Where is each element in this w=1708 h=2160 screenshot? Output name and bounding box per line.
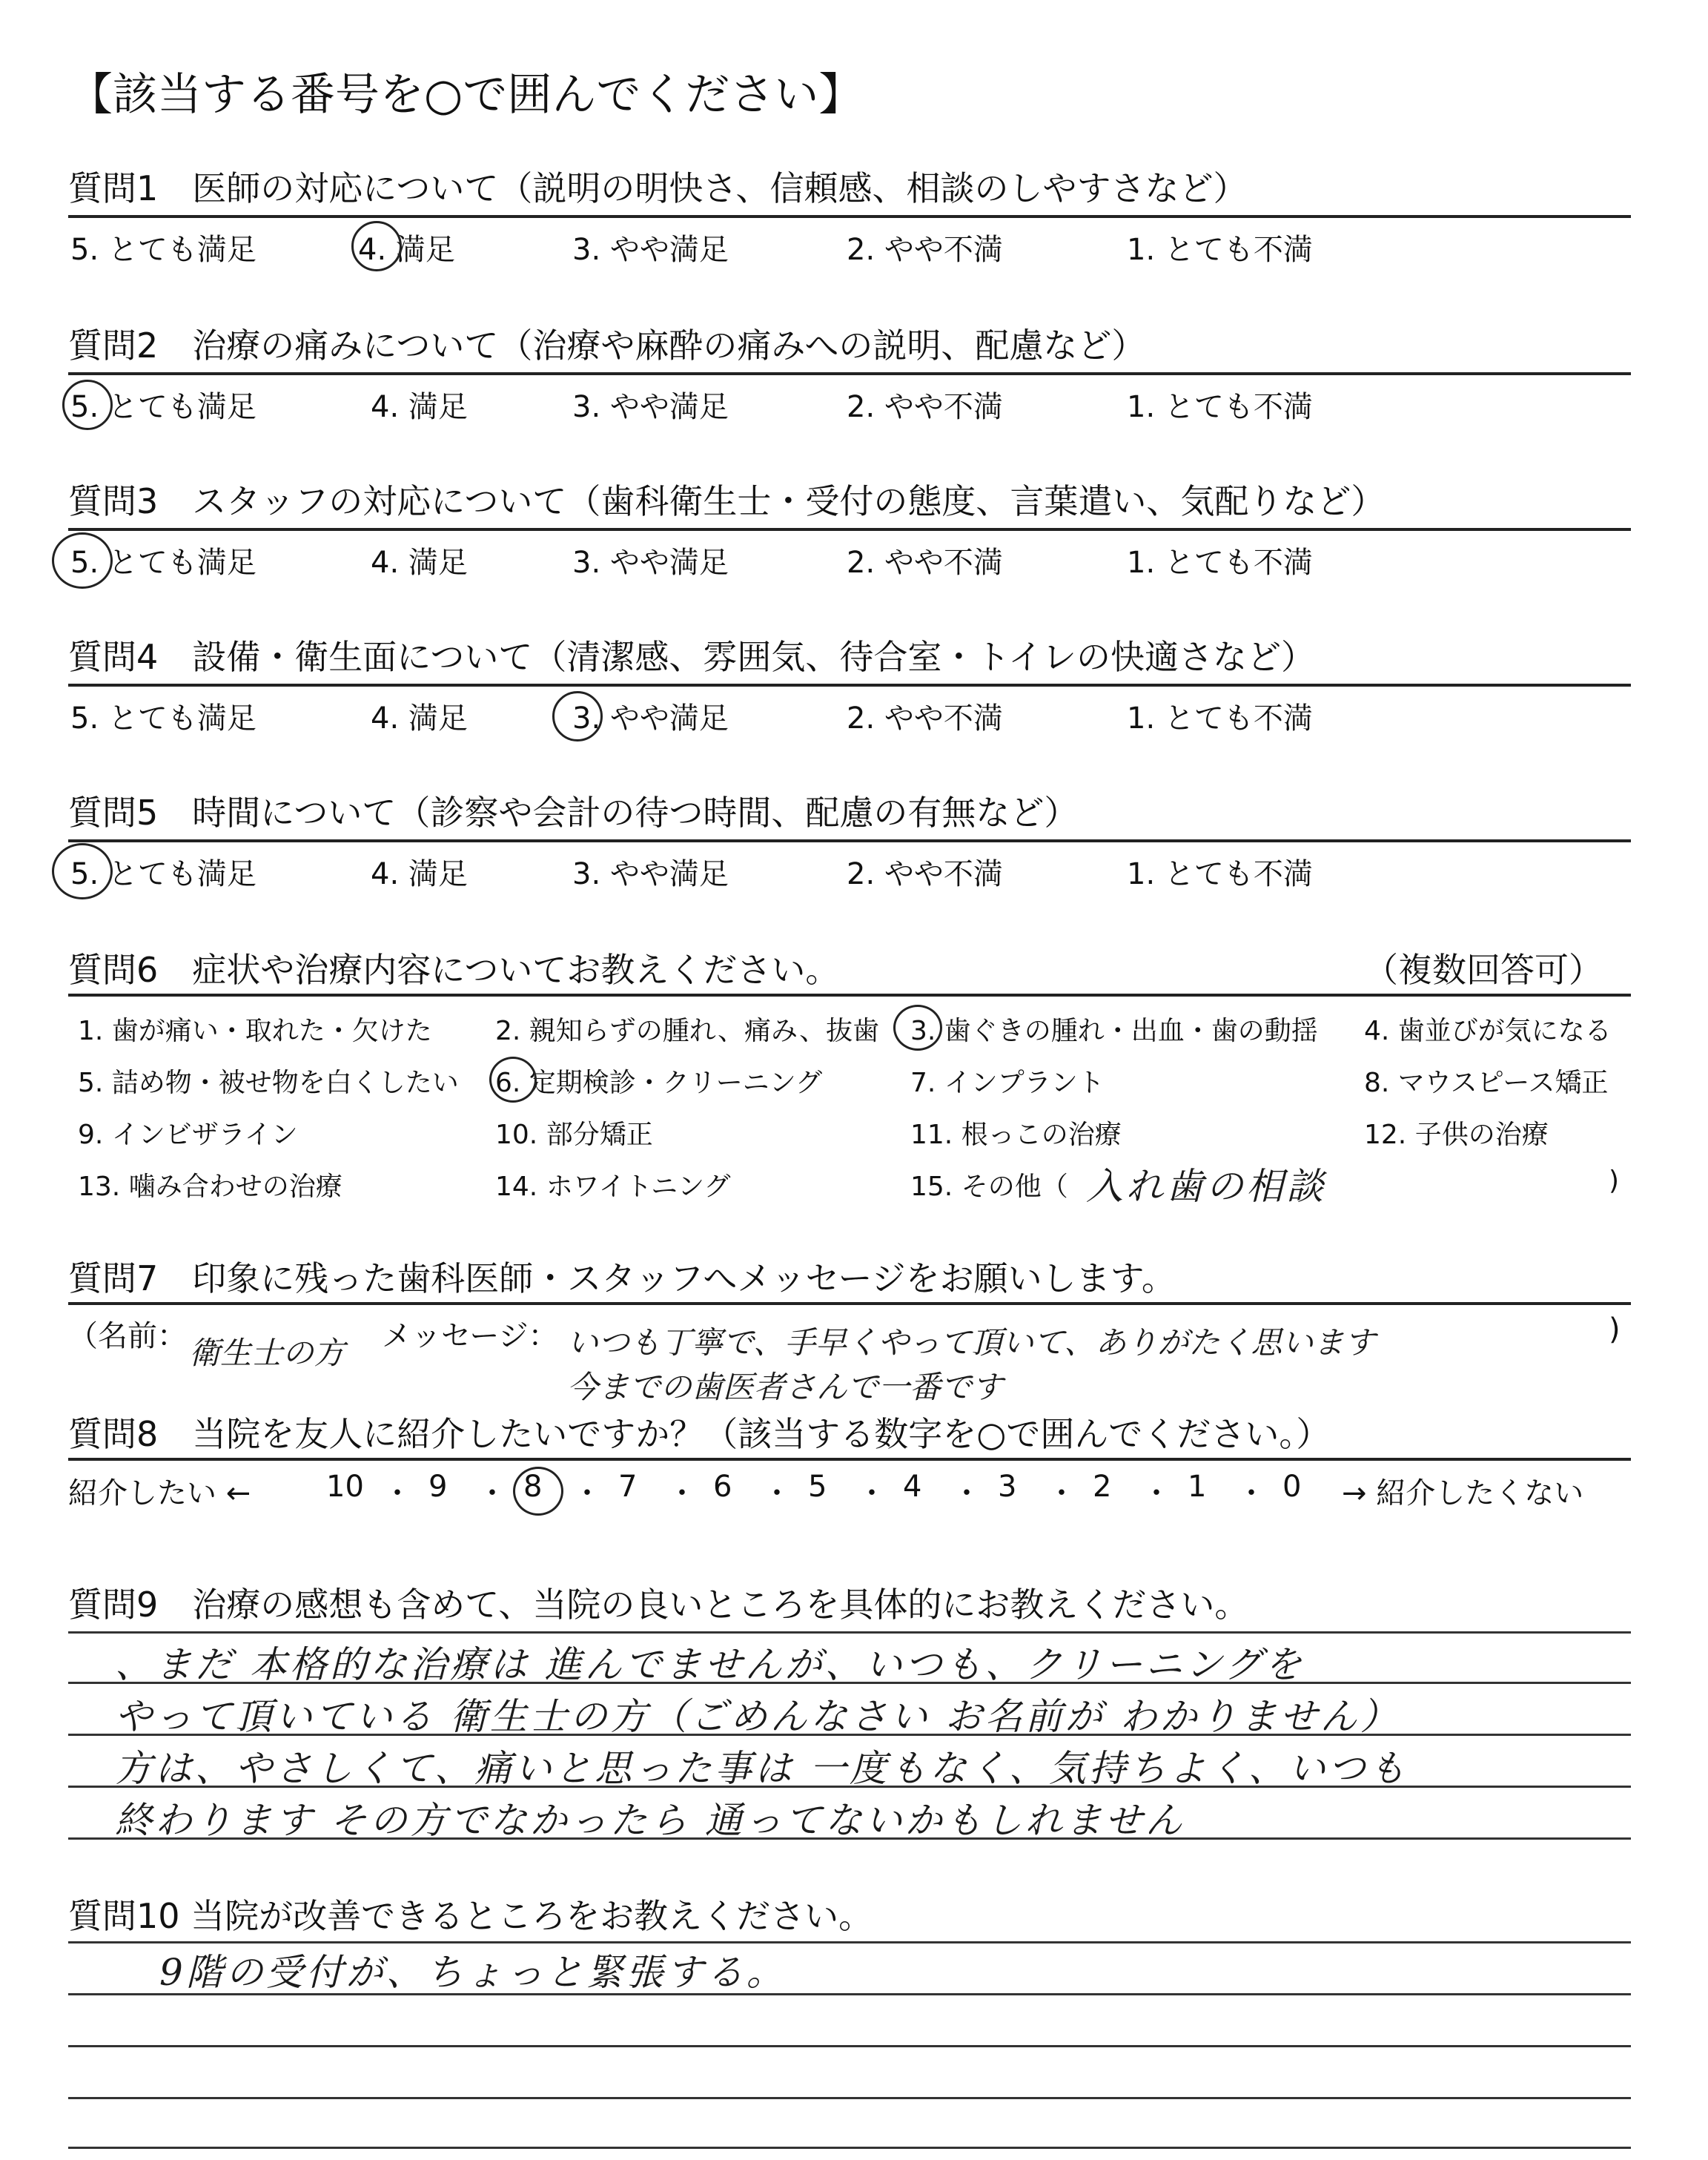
q8-scale-3[interactable]: 3 [998, 1470, 1017, 1504]
q2-option-1[interactable]: 1. とても不満 [1127, 390, 1313, 424]
q2-title: 質問2 治療の痛みについて（治療や麻酔の痛みへの説明、配慮など） [68, 326, 1146, 366]
q9-answer-line-1[interactable]: 、まだ 本格的な治療は 進んでませんが、いつも、クリーニングを [115, 1643, 1305, 1686]
q8-scale-4[interactable]: 4 [903, 1470, 922, 1504]
q8-scale-6[interactable]: 6 [713, 1470, 732, 1504]
q8-scale-separator: ・ [383, 1476, 412, 1510]
q8-scale-9[interactable]: 9 [428, 1470, 448, 1504]
q3-option-1[interactable]: 1. とても不満 [1127, 546, 1313, 580]
q6-option-4[interactable]: 4. 歯並びが気になる [1364, 1016, 1612, 1046]
q8-scale-0[interactable]: 0 [1282, 1470, 1302, 1504]
q8-right-label: → 紹介したくない [1342, 1476, 1584, 1510]
q2-option-2[interactable]: 2. やや不満 [847, 390, 1003, 424]
q5-option-4[interactable]: 4. 満足 [371, 857, 468, 891]
q3-divider [68, 528, 1631, 531]
q6-option-13[interactable]: 13. 噛み合わせの治療 [78, 1172, 342, 1202]
q6-selection-circle-3 [893, 1005, 942, 1051]
q6-option-10[interactable]: 10. 部分矯正 [495, 1120, 653, 1150]
q3-option-5[interactable]: 5. とても満足 [70, 546, 256, 580]
q1-selection-circle [351, 221, 402, 271]
q10-title: 質問10 当院が改善できるところをお教えください。 [68, 1896, 873, 1936]
q4-divider [68, 684, 1631, 687]
q5-option-3[interactable]: 3. やや満足 [572, 857, 729, 891]
q9-line-0 [68, 1631, 1631, 1634]
q4-selection-circle [552, 691, 603, 742]
q2-divider [68, 372, 1631, 375]
q6-other-close-paren: ) [1609, 1166, 1620, 1196]
q8-scale-separator: ・ [572, 1476, 602, 1510]
q10-line-3 [68, 2097, 1631, 2099]
q10-line-4 [68, 2147, 1631, 2149]
q6-option-5[interactable]: 5. 詰め物・被せ物を白くしたい [78, 1068, 459, 1098]
q5-divider [68, 839, 1631, 842]
q6-title: 質問6 症状や治療内容についてお教えください。 [68, 950, 840, 990]
q1-option-5[interactable]: 5. とても満足 [70, 233, 256, 267]
q5-selection-circle [52, 843, 113, 899]
form-heading: 【該当する番号を○で囲んでください】 [68, 69, 864, 121]
q3-option-3[interactable]: 3. やや満足 [572, 546, 729, 580]
q7-message-line-2[interactable]: 今までの歯医者さんで一番です [567, 1369, 1004, 1405]
q6-option-3[interactable]: 3. 歯ぐきの腫れ・出血・歯の動揺 [910, 1016, 1318, 1046]
q6-option-15[interactable]: 15. その他（ [910, 1172, 1068, 1202]
q4-title: 質問4 設備・衛生面について（清潔感、雰囲気、待合室・トイレの快適さなど） [68, 637, 1316, 677]
q7-name-label: （名前： [68, 1319, 187, 1353]
q2-selection-circle [62, 380, 113, 430]
q6-option-12[interactable]: 12. 子供の治療 [1364, 1120, 1549, 1150]
q7-name-value[interactable]: 衛生士の方 [189, 1335, 345, 1371]
q6-option-1[interactable]: 1. 歯が痛い・取れた・欠けた [78, 1016, 432, 1046]
q3-option-4[interactable]: 4. 満足 [371, 546, 468, 580]
q3-title: 質問3 スタッフの対応について（歯科衛生士・受付の態度、言葉遣い、気配りなど） [68, 481, 1386, 521]
q10-answer-line-1[interactable]: 9階の受付が、ちょっと緊張する。 [159, 1951, 787, 1994]
q4-option-1[interactable]: 1. とても不満 [1127, 701, 1313, 736]
q7-message-label: メッセージ： [382, 1319, 558, 1353]
q2-option-3[interactable]: 3. やや満足 [572, 390, 729, 424]
q6-option-9[interactable]: 9. インビザライン [78, 1120, 298, 1150]
q6-option-2[interactable]: 2. 親知らずの腫れ、痛み、抜歯 [495, 1016, 880, 1046]
q8-scale-1[interactable]: 1 [1188, 1470, 1207, 1504]
q1-option-3[interactable]: 3. やや満足 [572, 233, 729, 267]
q6-option-11[interactable]: 11. 根っこの治療 [910, 1120, 1122, 1150]
q2-option-4[interactable]: 4. 満足 [371, 390, 468, 424]
q6-note: （複数回答可） [1364, 950, 1603, 990]
q4-option-3[interactable]: 3. やや満足 [572, 701, 729, 736]
q1-divider [68, 215, 1631, 218]
q10-line-2 [68, 2045, 1631, 2047]
q8-scale-separator: ・ [952, 1476, 982, 1510]
q6-option-6[interactable]: 6. 定期検診・クリーニング [495, 1068, 823, 1098]
q6-option-14[interactable]: 14. ホワイトニング [495, 1172, 731, 1202]
q8-scale-separator: ・ [1237, 1476, 1266, 1510]
q1-title: 質問1 医師の対応について（説明の明快さ、信頼感、相談のしやすさなど） [68, 168, 1248, 208]
q9-title: 質問9 治療の感想も含めて、当院の良いところを具体的にお教えください。 [68, 1585, 1249, 1625]
q6-option-8[interactable]: 8. マウスピース矯正 [1364, 1068, 1609, 1098]
q8-scale-8[interactable]: 8 [523, 1470, 543, 1504]
q1-option-1[interactable]: 1. とても不満 [1127, 233, 1313, 267]
q7-message-line-1[interactable]: いつも丁寧で、手早くやって頂いて、ありがたく思います [567, 1324, 1376, 1361]
q8-left-label: 紹介したい ← [68, 1476, 251, 1510]
q4-option-4[interactable]: 4. 満足 [371, 701, 468, 736]
q5-option-5[interactable]: 5. とても満足 [70, 857, 256, 891]
q8-scale-10[interactable]: 10 [326, 1470, 364, 1504]
q7-close-paren: ) [1609, 1312, 1621, 1347]
q8-scale-7[interactable]: 7 [618, 1470, 638, 1504]
q8-selection-circle [513, 1467, 563, 1516]
q6-divider [68, 994, 1631, 997]
q6-option-7[interactable]: 7. インプラント [910, 1068, 1105, 1098]
q2-option-5[interactable]: 5. とても満足 [70, 390, 256, 424]
q8-scale-separator: ・ [667, 1476, 697, 1510]
q8-scale-separator: ・ [857, 1476, 887, 1510]
q8-divider [68, 1458, 1631, 1461]
q8-title: 質問8 当院を友人に紹介したいですか？（該当する数字を○で囲んでください。） [68, 1414, 1331, 1454]
q8-scale-separator: ・ [1142, 1476, 1171, 1510]
q5-title: 質問5 時間について（診察や会計の待つ時間、配慮の有無など） [68, 793, 1079, 833]
q1-option-2[interactable]: 2. やや不満 [847, 233, 1003, 267]
q6-other-text[interactable]: 入れ歯の相談 [1086, 1165, 1326, 1208]
q3-selection-circle [52, 532, 113, 589]
q8-scale-2[interactable]: 2 [1093, 1470, 1112, 1504]
q8-scale-separator: ・ [1047, 1476, 1076, 1510]
q5-option-1[interactable]: 1. とても不満 [1127, 857, 1313, 891]
q4-option-5[interactable]: 5. とても満足 [70, 701, 256, 736]
q9-answer-line-3[interactable]: 方は、やさしくて、痛いと思った事は 一度もなく、気持ちよく、いつも [115, 1747, 1409, 1790]
q1-option-4[interactable]: 4. 満足 [358, 233, 455, 267]
q3-option-2[interactable]: 2. やや不満 [847, 546, 1003, 580]
q8-scale-5[interactable]: 5 [808, 1470, 827, 1504]
q7-title: 質問7 印象に残った歯科医師・スタッフへメッセージをお願いします。 [68, 1258, 1176, 1298]
q7-divider [68, 1302, 1631, 1305]
q8-scale-separator: ・ [477, 1476, 507, 1510]
q9-answer-line-4[interactable]: 終わります その方でなかったら 通ってないかもしれません [115, 1799, 1185, 1842]
q6-selection-circle-6 [489, 1057, 537, 1103]
q9-answer-line-2[interactable]: やって頂いている 衛生士の方（ごめんなさい お名前が わかりません） [115, 1695, 1400, 1738]
q8-scale-separator: ・ [762, 1476, 792, 1510]
q5-option-2[interactable]: 2. やや不満 [847, 857, 1003, 891]
q4-option-2[interactable]: 2. やや不満 [847, 701, 1003, 736]
